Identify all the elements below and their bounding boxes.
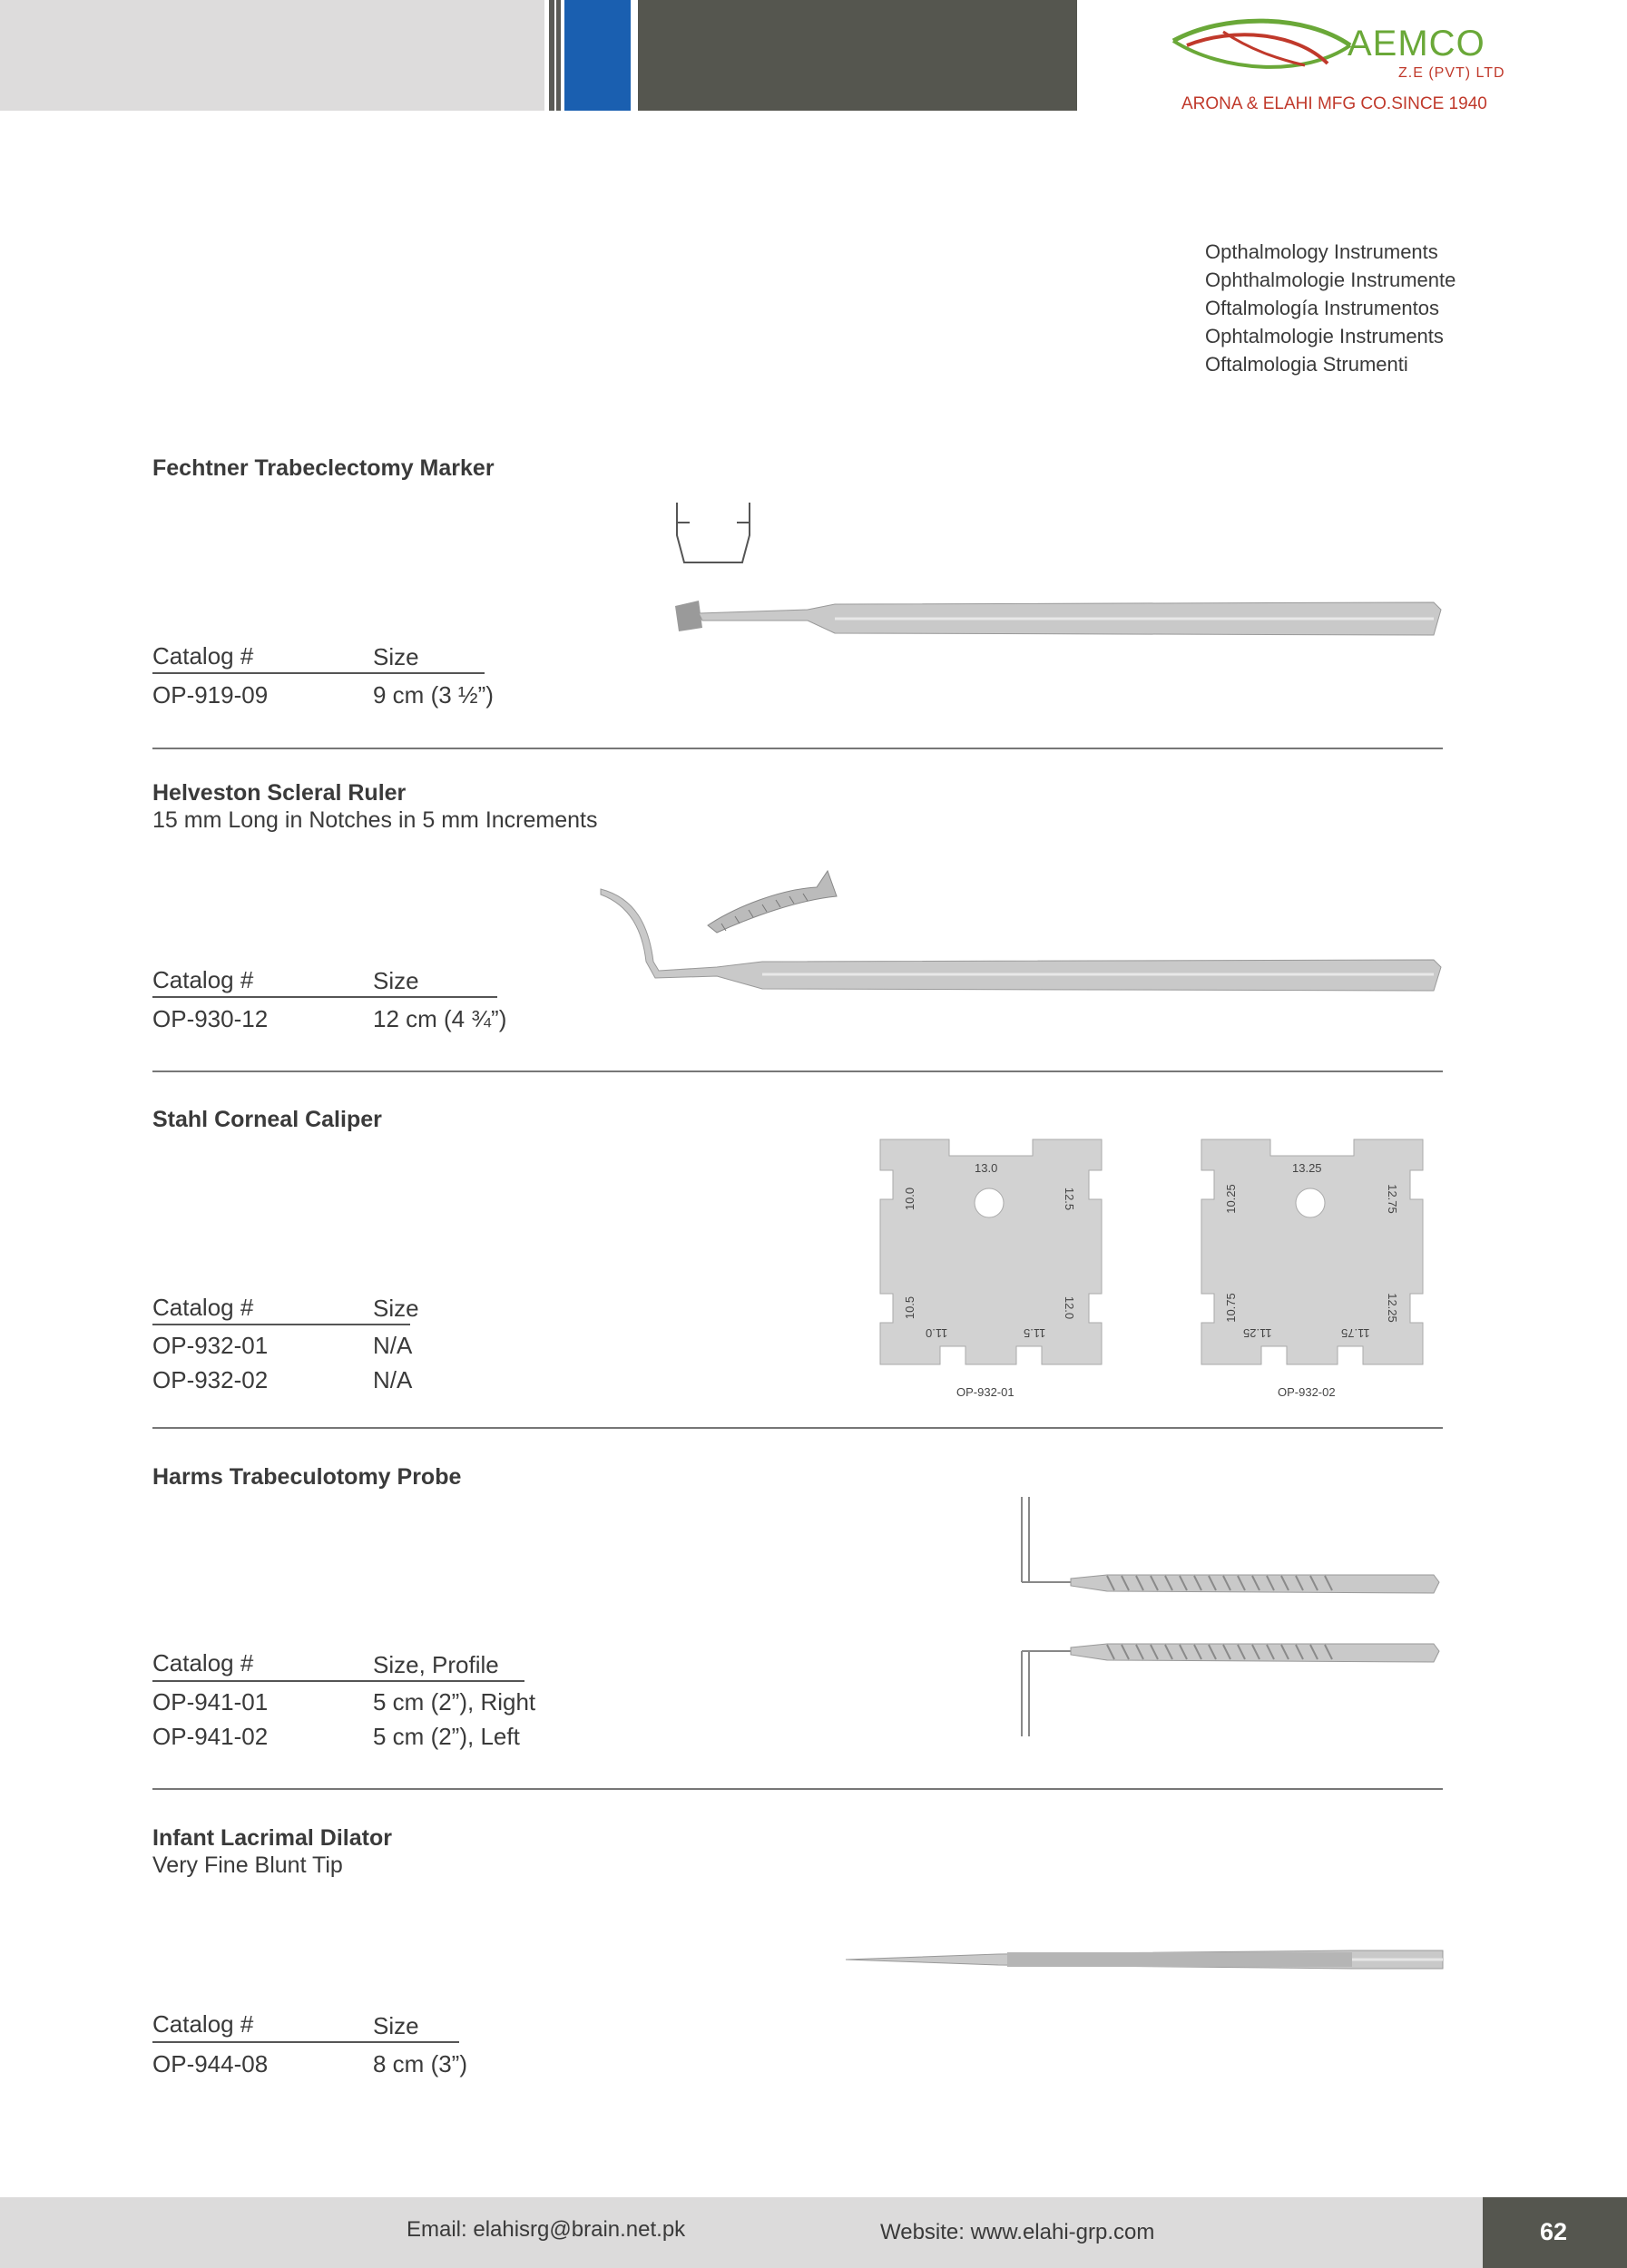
header-grey-band — [0, 0, 544, 111]
size-value: N/A — [373, 1332, 413, 1359]
footer-bar — [0, 2197, 1627, 2268]
size-value: 5 cm (2”), Right — [373, 1688, 536, 1716]
size-header: Size — [373, 643, 419, 670]
size-header: Size, Profile — [373, 1651, 499, 1678]
category-line: Opthalmology Instruments — [1205, 240, 1438, 263]
footer-email: Email: elahisrg@brain.net.pk — [407, 2217, 686, 2242]
category-line: Ophthalmologie Instrumente — [1205, 269, 1456, 291]
caliper-mark: 12.75 — [1385, 1184, 1399, 1214]
product-title: Infant Lacrimal Dilator — [152, 1825, 392, 1851]
category-list — [1205, 238, 1455, 378]
size-value: 12 cm (4 ¾”) — [373, 1005, 507, 1032]
header-blue-band — [564, 0, 631, 111]
catalog-header: Catalog # — [152, 1649, 254, 1677]
size-value: N/A — [373, 1366, 413, 1393]
logo-tagline: ARONA & ELAHI MFG CO.SINCE 1940 — [1181, 94, 1487, 113]
product-subtitle: 15 mm Long in Notches in 5 mm Increments — [152, 807, 598, 833]
caliper-mark: 10.75 — [1223, 1293, 1238, 1323]
size-value: 5 cm (2”), Left — [373, 1723, 520, 1750]
catalog-header: Catalog # — [152, 966, 254, 993]
caliper-op-932-01-image — [871, 1134, 1111, 1370]
size-header: Size — [373, 1295, 419, 1322]
product-title: Fechtner Trabeclectomy Marker — [152, 455, 495, 481]
section-divider — [152, 1427, 1443, 1429]
scleral-ruler-image — [599, 844, 1452, 998]
catalog-number: OP-932-01 — [152, 1332, 269, 1359]
footer-website: Website: www.elahi-grp.com — [880, 2220, 1155, 2244]
catalog-number: OP-944-08 — [152, 2050, 269, 2077]
catalog-number: OP-941-02 — [152, 1723, 269, 1750]
image-caption: OP-932-01 — [956, 1385, 1014, 1399]
size-header: Size — [373, 2012, 419, 2039]
product-title: Harms Trabeculotomy Probe — [152, 1464, 462, 1490]
image-caption: OP-932-02 — [1278, 1385, 1336, 1399]
caliper-mark: 11.5 — [1024, 1326, 1046, 1340]
size-value: 8 cm (3”) — [373, 2050, 467, 2077]
table-underline — [152, 996, 497, 998]
header-divider — [556, 0, 561, 111]
size-header: Size — [373, 967, 419, 994]
table-underline — [152, 1680, 524, 1682]
caliper-mark: 11.0 — [926, 1326, 948, 1340]
catalog-number: OP-932-02 — [152, 1366, 269, 1393]
table-underline — [152, 1324, 410, 1325]
header-dark-band — [638, 0, 1077, 111]
logo-subtitle: Z.E (PVT) LTD — [1398, 65, 1505, 81]
catalog-header: Catalog # — [152, 2010, 254, 2038]
trabeclectomy-marker-image — [671, 499, 1452, 644]
caliper-mark: 11.25 — [1243, 1326, 1272, 1340]
table-underline — [152, 2041, 459, 2043]
caliper-mark: 12.25 — [1385, 1293, 1399, 1323]
category-line: Oftalmologia Strumenti — [1205, 353, 1408, 376]
logo-wordmark: AEMCO — [1348, 24, 1485, 64]
product-title: Helveston Scleral Ruler — [152, 780, 407, 806]
caliper-mark: 10.5 — [903, 1295, 917, 1320]
caliper-op-932-02-image — [1192, 1134, 1432, 1370]
caliper-mark: 12.5 — [1063, 1187, 1077, 1211]
catalog-number: OP-919-09 — [152, 681, 269, 709]
category-line: Ophtalmologie Instruments — [1205, 325, 1444, 347]
product-title: Stahl Corneal Caliper — [152, 1107, 382, 1132]
catalog-number: OP-941-01 — [152, 1688, 269, 1716]
trabeculotomy-probe-image — [1016, 1488, 1452, 1742]
caliper-mark: 13.0 — [975, 1161, 998, 1175]
caliper-mark: 13.25 — [1292, 1161, 1322, 1175]
lacrimal-dilator-image — [844, 1941, 1446, 1978]
table-underline — [152, 672, 485, 674]
product-subtitle: Very Fine Blunt Tip — [152, 1853, 343, 1878]
category-line: Oftalmología Instrumentos — [1205, 297, 1440, 319]
section-divider — [152, 1788, 1443, 1790]
header-divider — [549, 0, 554, 111]
section-divider — [152, 748, 1443, 749]
caliper-mark: 12.0 — [1063, 1295, 1077, 1320]
size-value: 9 cm (3 ½”) — [373, 681, 494, 709]
catalog-number: OP-930-12 — [152, 1005, 269, 1032]
section-divider — [152, 1070, 1443, 1072]
page-number: 62 — [1540, 2218, 1568, 2245]
catalog-header: Catalog # — [152, 642, 254, 670]
caliper-mark: 10.25 — [1223, 1184, 1238, 1214]
catalog-header: Catalog # — [152, 1294, 254, 1321]
caliper-mark: 10.0 — [903, 1187, 917, 1211]
caliper-mark: 11.75 — [1341, 1326, 1370, 1340]
